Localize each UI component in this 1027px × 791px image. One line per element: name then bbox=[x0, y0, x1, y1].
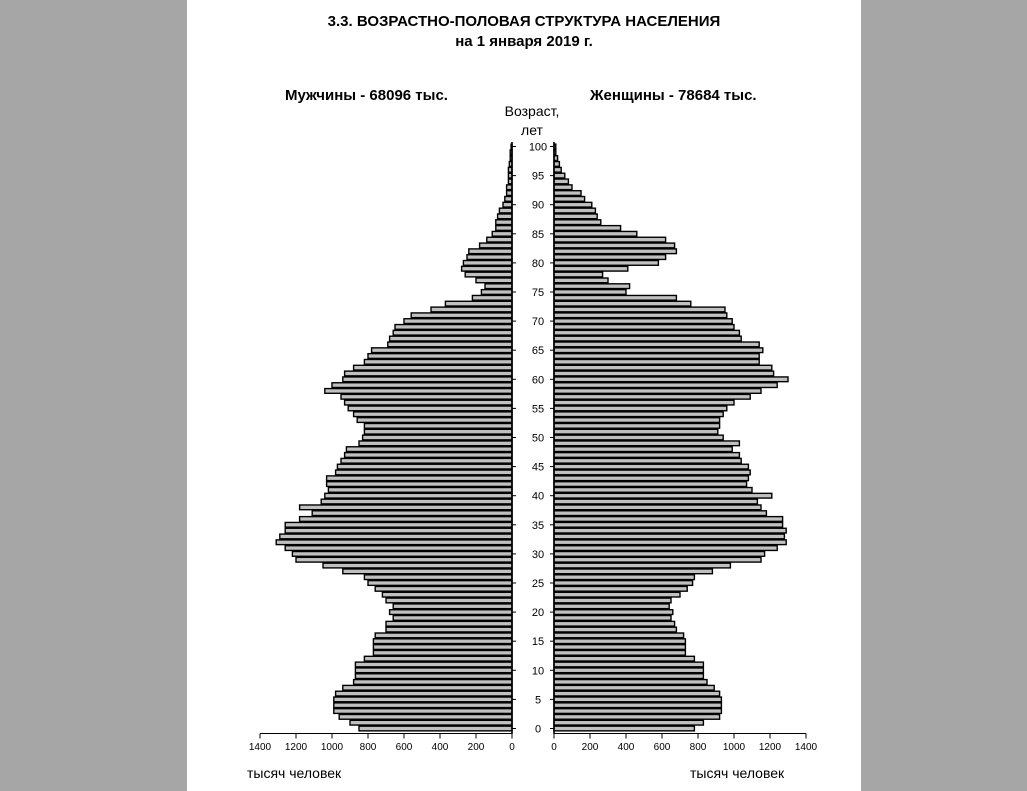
male-bar bbox=[499, 208, 512, 213]
female-bar bbox=[554, 598, 671, 603]
male-bar bbox=[498, 214, 512, 219]
female-bar bbox=[554, 552, 765, 557]
female-bar bbox=[554, 365, 772, 370]
age-tick-label: 55 bbox=[531, 403, 545, 416]
male-bar bbox=[492, 231, 512, 236]
male-bar bbox=[336, 691, 512, 696]
male-bar bbox=[354, 680, 512, 685]
chart-title-line2: на 1 января 2019 г. bbox=[455, 33, 593, 50]
female-bar bbox=[554, 505, 761, 510]
male-bar bbox=[481, 290, 512, 295]
male-bar bbox=[462, 266, 512, 271]
age-tick-label: 100 bbox=[528, 141, 548, 154]
female-bar bbox=[554, 650, 685, 655]
female-bar bbox=[554, 534, 784, 539]
male-bar bbox=[390, 610, 512, 615]
female-bar bbox=[554, 394, 750, 399]
male-bar bbox=[341, 394, 512, 399]
female-bar bbox=[554, 197, 585, 202]
female-bar bbox=[554, 447, 732, 452]
male-bar bbox=[337, 464, 512, 469]
female-bar bbox=[554, 668, 703, 673]
male-bar bbox=[480, 243, 512, 248]
female-bar bbox=[554, 685, 714, 690]
age-axis-label-line2: лет bbox=[521, 122, 543, 138]
age-tick-label: 5 bbox=[534, 694, 542, 707]
female-label: Женщины - 78684 тыс. bbox=[590, 87, 757, 104]
female-bar bbox=[554, 266, 628, 271]
male-bar bbox=[336, 470, 512, 475]
male-bar bbox=[355, 674, 512, 679]
female-bar bbox=[554, 546, 777, 551]
female-bar bbox=[554, 499, 757, 504]
x-tick-label-right: 1000 bbox=[722, 742, 746, 753]
female-bar bbox=[554, 517, 783, 522]
female-bar bbox=[554, 569, 712, 574]
female-bar bbox=[554, 476, 748, 481]
male-bar bbox=[393, 616, 512, 621]
male-bar bbox=[285, 546, 512, 551]
female-bar bbox=[554, 511, 766, 516]
age-tick-label: 45 bbox=[531, 461, 545, 474]
male-bar bbox=[395, 325, 512, 330]
age-tick-label: 60 bbox=[531, 374, 545, 387]
male-bar bbox=[285, 528, 512, 533]
female-bar bbox=[554, 330, 739, 335]
female-bar bbox=[554, 645, 685, 650]
female-bar bbox=[554, 383, 777, 388]
age-tick-label: 30 bbox=[531, 548, 545, 561]
female-bar bbox=[554, 261, 658, 266]
female-bar bbox=[554, 709, 721, 714]
female-bar bbox=[554, 435, 723, 440]
female-bar bbox=[554, 162, 559, 167]
male-bar bbox=[348, 406, 512, 411]
female-bar bbox=[554, 255, 666, 260]
female-bar bbox=[554, 307, 725, 312]
male-bar bbox=[368, 354, 512, 359]
male-bar bbox=[343, 569, 512, 574]
male-bar bbox=[445, 301, 512, 306]
female-bar bbox=[554, 697, 721, 702]
female-bar bbox=[554, 325, 734, 330]
age-tick-label: 65 bbox=[531, 345, 545, 358]
male-bar bbox=[346, 447, 512, 452]
male-bar bbox=[359, 726, 512, 731]
age-tick-label: 0 bbox=[534, 723, 542, 736]
female-bar bbox=[554, 167, 561, 172]
female-bar bbox=[554, 493, 772, 498]
age-tick-label: 85 bbox=[531, 228, 545, 241]
male-bar bbox=[328, 488, 512, 493]
female-bar bbox=[554, 400, 734, 405]
male-bar bbox=[312, 511, 512, 516]
female-bar bbox=[554, 691, 720, 696]
male-bar bbox=[334, 703, 512, 708]
male-label: Мужчины - 68096 тыс. bbox=[285, 87, 448, 104]
male-bar bbox=[368, 581, 512, 586]
female-bar bbox=[554, 249, 676, 254]
male-bar bbox=[359, 441, 512, 446]
male-bar bbox=[496, 220, 512, 225]
female-bar bbox=[554, 639, 685, 644]
female-bar bbox=[554, 528, 786, 533]
x-tick-label-left: 1400 bbox=[248, 742, 272, 753]
male-bar bbox=[373, 650, 512, 655]
female-bar bbox=[554, 389, 761, 394]
x-tick-label-left: 200 bbox=[467, 742, 485, 753]
male-bar bbox=[357, 418, 512, 423]
x-tick-label-left: 800 bbox=[359, 742, 377, 753]
female-bar bbox=[554, 604, 669, 609]
male-bar bbox=[386, 627, 512, 632]
female-bar bbox=[554, 720, 703, 725]
age-axis-label-line1: Возраст, bbox=[504, 103, 560, 119]
female-bar bbox=[554, 284, 630, 289]
male-bar bbox=[321, 499, 512, 504]
male-bar bbox=[507, 191, 512, 196]
female-bar bbox=[554, 406, 727, 411]
age-tick-label: 80 bbox=[531, 257, 545, 270]
x-tick-label-right: 1200 bbox=[758, 742, 782, 753]
female-bar bbox=[554, 342, 759, 347]
age-tick-label: 75 bbox=[531, 287, 545, 299]
male-bar bbox=[386, 598, 512, 603]
x-tick-label-right: 800 bbox=[689, 742, 707, 753]
male-bar bbox=[388, 342, 512, 347]
x-tick-label-right: 600 bbox=[653, 742, 671, 753]
age-tick-label: 95 bbox=[531, 170, 545, 183]
female-bar bbox=[554, 662, 703, 667]
female-bar bbox=[554, 715, 720, 720]
female-bar bbox=[554, 412, 723, 417]
male-bar bbox=[364, 575, 512, 580]
female-bar bbox=[554, 179, 568, 184]
female-bar bbox=[554, 336, 741, 341]
male-bar bbox=[354, 412, 512, 417]
female-bar bbox=[554, 540, 786, 545]
female-bar bbox=[554, 208, 595, 213]
male-bar bbox=[372, 348, 512, 353]
female-bar bbox=[554, 202, 592, 207]
male-bar bbox=[327, 482, 512, 487]
male-bar bbox=[467, 255, 512, 260]
male-bar bbox=[343, 685, 512, 690]
female-bar bbox=[554, 231, 637, 236]
female-bar bbox=[554, 354, 759, 359]
x-tick-label-left: 0 bbox=[509, 742, 515, 753]
x-tick-label-left: 400 bbox=[431, 742, 449, 753]
x-axis-label-right: тысяч человек bbox=[690, 765, 785, 781]
male-bar bbox=[472, 295, 512, 300]
female-bar bbox=[554, 610, 673, 615]
male-bar bbox=[300, 505, 512, 510]
female-bar bbox=[554, 278, 608, 283]
male-bar bbox=[285, 522, 512, 527]
male-bar bbox=[334, 697, 512, 702]
female-bar bbox=[554, 557, 761, 562]
female-bar bbox=[554, 429, 718, 434]
female-bar bbox=[554, 674, 703, 679]
male-bar bbox=[341, 458, 512, 463]
x-tick-label-right: 200 bbox=[581, 742, 599, 753]
male-bar bbox=[373, 639, 512, 644]
x-tick-label-left: 1000 bbox=[320, 742, 344, 753]
female-bar bbox=[554, 319, 732, 324]
x-tick-label-left: 1200 bbox=[284, 742, 308, 753]
female-bar bbox=[554, 359, 759, 364]
male-bar bbox=[354, 365, 512, 370]
male-bar bbox=[355, 662, 512, 667]
male-bar bbox=[355, 668, 512, 673]
age-tick-label: 35 bbox=[531, 519, 545, 532]
female-bar bbox=[554, 377, 788, 382]
female-bar bbox=[554, 313, 727, 318]
male-bar bbox=[325, 493, 512, 498]
female-bar bbox=[554, 703, 721, 708]
male-bar bbox=[276, 540, 512, 545]
male-bar bbox=[327, 476, 512, 481]
female-bar bbox=[554, 226, 621, 231]
female-bar bbox=[554, 488, 752, 493]
female-bar bbox=[554, 464, 748, 469]
male-bar bbox=[364, 359, 512, 364]
male-bar bbox=[431, 307, 512, 312]
female-bar bbox=[554, 301, 691, 306]
female-bar bbox=[554, 586, 687, 591]
female-bar bbox=[554, 680, 707, 685]
female-bar bbox=[554, 627, 676, 632]
male-bar bbox=[503, 202, 512, 207]
female-bar bbox=[554, 453, 739, 458]
female-bar bbox=[554, 424, 720, 429]
male-bar bbox=[476, 278, 512, 283]
x-tick-label-right: 1400 bbox=[794, 742, 818, 753]
male-bar bbox=[280, 534, 512, 539]
male-bar bbox=[393, 604, 512, 609]
female-bar bbox=[554, 348, 763, 353]
male-bar bbox=[292, 552, 512, 557]
male-bar bbox=[386, 621, 512, 626]
male-bar bbox=[505, 197, 512, 202]
age-tick-label: 10 bbox=[531, 665, 545, 678]
age-tick-label: 70 bbox=[531, 316, 545, 329]
male-bar bbox=[411, 313, 512, 318]
male-bar bbox=[487, 237, 512, 242]
female-bar bbox=[554, 656, 694, 661]
female-bar bbox=[554, 633, 684, 638]
male-bar bbox=[364, 424, 512, 429]
female-bar bbox=[554, 575, 694, 580]
age-tick-label: 50 bbox=[531, 432, 545, 445]
male-bar bbox=[300, 517, 512, 522]
male-bar bbox=[393, 330, 512, 335]
male-bar bbox=[345, 371, 512, 376]
female-bar bbox=[554, 214, 597, 219]
male-bar bbox=[345, 453, 512, 458]
male-bar bbox=[469, 249, 512, 254]
female-bar bbox=[554, 173, 565, 178]
male-bar bbox=[334, 709, 512, 714]
male-bar bbox=[296, 557, 512, 562]
female-bar bbox=[554, 290, 626, 295]
male-bar bbox=[339, 715, 512, 720]
female-bar bbox=[554, 621, 675, 626]
male-bar bbox=[375, 633, 512, 638]
male-bar bbox=[363, 435, 512, 440]
female-bar bbox=[554, 482, 747, 487]
female-bar bbox=[554, 441, 739, 446]
male-bar bbox=[465, 272, 512, 277]
age-tick-label: 25 bbox=[531, 578, 545, 590]
female-bar bbox=[554, 191, 581, 196]
male-bar bbox=[364, 429, 512, 434]
male-bar bbox=[507, 185, 512, 190]
male-bar bbox=[496, 226, 512, 231]
male-bar bbox=[463, 261, 512, 266]
x-tick-label-right: 400 bbox=[617, 742, 635, 753]
female-bar bbox=[554, 418, 720, 423]
female-bar bbox=[554, 470, 750, 475]
female-bar bbox=[554, 371, 774, 376]
female-bar bbox=[554, 522, 783, 527]
female-bar bbox=[554, 185, 572, 190]
age-tick-label: 90 bbox=[531, 199, 545, 212]
female-bar bbox=[554, 616, 671, 621]
male-bar bbox=[364, 656, 512, 661]
male-bar bbox=[404, 319, 512, 324]
female-bar bbox=[554, 272, 603, 277]
male-bar bbox=[323, 563, 512, 568]
age-tick-label: 20 bbox=[531, 607, 545, 620]
male-bar bbox=[325, 389, 512, 394]
male-bar bbox=[390, 336, 512, 341]
male-bar bbox=[382, 592, 512, 597]
male-bar bbox=[373, 645, 512, 650]
male-bar bbox=[485, 284, 512, 289]
female-bar bbox=[554, 563, 730, 568]
male-bar bbox=[345, 400, 512, 405]
female-bar bbox=[554, 295, 676, 300]
male-bar bbox=[332, 383, 512, 388]
x-axis-label-left: тысяч человек bbox=[247, 765, 342, 781]
female-bar bbox=[554, 243, 675, 248]
female-bar bbox=[554, 726, 694, 731]
male-bar bbox=[375, 586, 512, 591]
female-bar bbox=[554, 458, 741, 463]
age-tick-label: 40 bbox=[531, 490, 545, 503]
x-tick-label-left: 600 bbox=[395, 742, 413, 753]
female-bar bbox=[554, 220, 601, 225]
chart-title-line1: 3.3. ВОЗРАСТНО-ПОЛОВАЯ СТРУКТУРА НАСЕЛЕНИЯ bbox=[327, 13, 721, 30]
female-bar bbox=[554, 581, 693, 586]
x-tick-label-right: 0 bbox=[551, 742, 557, 753]
male-bar bbox=[343, 377, 512, 382]
male-bar bbox=[350, 720, 512, 725]
female-bar bbox=[554, 237, 666, 242]
age-tick-label: 15 bbox=[531, 636, 545, 649]
female-bar bbox=[554, 592, 680, 597]
